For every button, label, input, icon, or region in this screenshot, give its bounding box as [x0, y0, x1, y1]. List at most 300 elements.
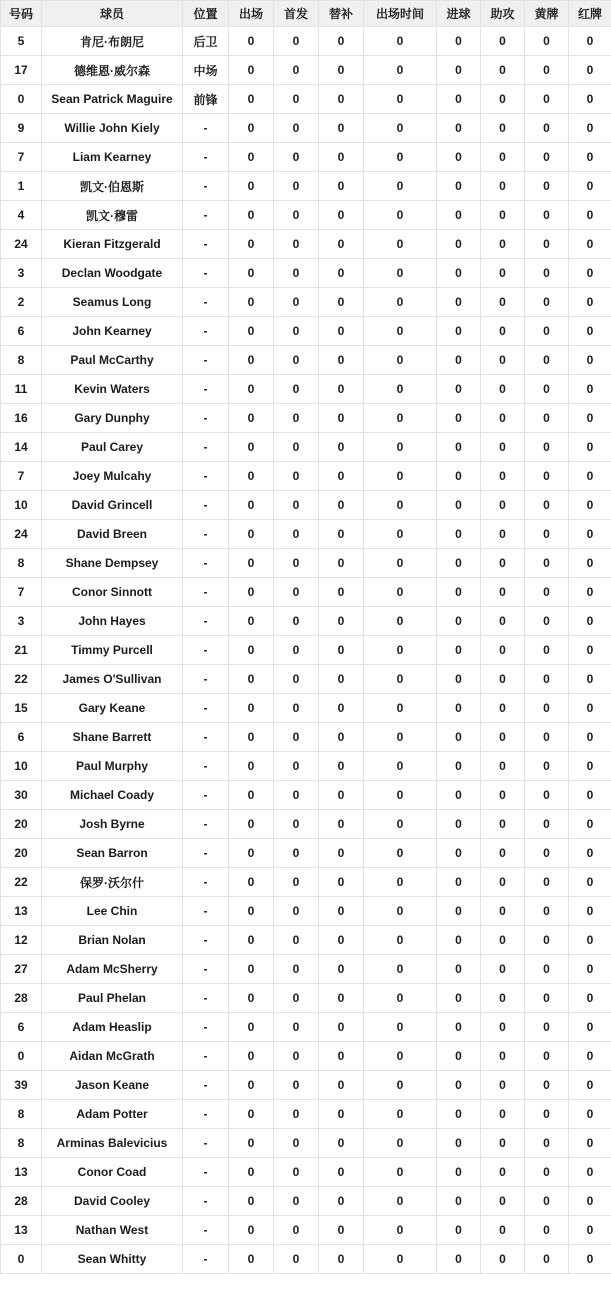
stat-cell-minutes: 0: [364, 897, 437, 926]
player-name-cell: Michael Coady: [42, 781, 183, 810]
stat-cell-yellow-cards: 0: [525, 56, 569, 85]
stat-cell-minutes: 0: [364, 1129, 437, 1158]
player-name-cell: Sean Whitty: [42, 1245, 183, 1274]
stat-cell-assists: 0: [481, 375, 525, 404]
stat-cell-substitute: 0: [319, 549, 364, 578]
player-number-cell: 13: [1, 1216, 42, 1245]
stat-cell-substitute: 0: [319, 1158, 364, 1187]
stat-cell-yellow-cards: 0: [525, 607, 569, 636]
player-name-cell: Josh Byrne: [42, 810, 183, 839]
stat-cell-starts: 0: [274, 491, 319, 520]
player-position-cell: -: [183, 520, 229, 549]
stat-cell-red-cards: 0: [569, 375, 611, 404]
player-position-cell: 后卫: [183, 27, 229, 56]
player-number-cell: 11: [1, 375, 42, 404]
stat-cell-substitute: 0: [319, 665, 364, 694]
stat-cell-yellow-cards: 0: [525, 984, 569, 1013]
table-row: [1, 810, 611, 839]
table-row: [1, 201, 611, 230]
stat-cell-goals: 0: [437, 665, 481, 694]
stat-cell-minutes: 0: [364, 317, 437, 346]
stat-cell-red-cards: 0: [569, 56, 611, 85]
player-position-cell: -: [183, 1187, 229, 1216]
stat-cell-starts: 0: [274, 230, 319, 259]
stat-cell-goals: 0: [437, 230, 481, 259]
stat-cell-assists: 0: [481, 1245, 525, 1274]
stat-cell-assists: 0: [481, 810, 525, 839]
player-position-cell: -: [183, 230, 229, 259]
stat-cell-minutes: 0: [364, 143, 437, 172]
stat-cell-goals: 0: [437, 317, 481, 346]
stat-cell-yellow-cards: 0: [525, 926, 569, 955]
table-row: [1, 259, 611, 288]
table-row: [1, 114, 611, 143]
player-name-cell: 德维恩·威尔森: [42, 56, 183, 85]
stat-cell-minutes: 0: [364, 1100, 437, 1129]
player-number-cell: 6: [1, 317, 42, 346]
stat-cell-assists: 0: [481, 955, 525, 984]
stat-cell-red-cards: 0: [569, 1216, 611, 1245]
player-number-cell: 7: [1, 462, 42, 491]
player-number-cell: 13: [1, 1158, 42, 1187]
player-name-cell: Sean Patrick Maguire: [42, 85, 183, 114]
player-number-cell: 9: [1, 114, 42, 143]
player-position-cell: -: [183, 114, 229, 143]
player-number-cell: 4: [1, 201, 42, 230]
player-position-cell: -: [183, 1042, 229, 1071]
player-name-cell: Shane Barrett: [42, 723, 183, 752]
stat-cell-minutes: 0: [364, 636, 437, 665]
player-name-cell: Timmy Purcell: [42, 636, 183, 665]
stat-cell-goals: 0: [437, 781, 481, 810]
player-number-cell: 2: [1, 288, 42, 317]
stat-cell-yellow-cards: 0: [525, 404, 569, 433]
stat-cell-substitute: 0: [319, 868, 364, 897]
stat-cell-starts: 0: [274, 810, 319, 839]
stat-cell-yellow-cards: 0: [525, 810, 569, 839]
stat-cell-red-cards: 0: [569, 1013, 611, 1042]
stat-cell-minutes: 0: [364, 172, 437, 201]
stat-cell-starts: 0: [274, 520, 319, 549]
table-row: [1, 375, 611, 404]
table-row: [1, 288, 611, 317]
stat-cell-assists: 0: [481, 1158, 525, 1187]
stat-cell-substitute: 0: [319, 1129, 364, 1158]
stat-cell-goals: 0: [437, 114, 481, 143]
stat-cell-appearances: 0: [229, 694, 274, 723]
stat-cell-starts: 0: [274, 723, 319, 752]
stat-cell-starts: 0: [274, 694, 319, 723]
player-position-cell: -: [183, 897, 229, 926]
table-row: [1, 1071, 611, 1100]
stat-cell-goals: 0: [437, 1245, 481, 1274]
stat-cell-starts: 0: [274, 1245, 319, 1274]
stat-cell-goals: 0: [437, 172, 481, 201]
player-name-cell: Aidan McGrath: [42, 1042, 183, 1071]
stat-cell-starts: 0: [274, 984, 319, 1013]
stat-cell-red-cards: 0: [569, 172, 611, 201]
stat-cell-yellow-cards: 0: [525, 694, 569, 723]
stat-cell-starts: 0: [274, 752, 319, 781]
stat-cell-goals: 0: [437, 56, 481, 85]
stat-cell-red-cards: 0: [569, 317, 611, 346]
player-number-cell: 8: [1, 1100, 42, 1129]
stat-cell-substitute: 0: [319, 143, 364, 172]
stat-cell-substitute: 0: [319, 288, 364, 317]
stat-cell-assists: 0: [481, 288, 525, 317]
stat-cell-starts: 0: [274, 375, 319, 404]
stat-cell-assists: 0: [481, 1129, 525, 1158]
stat-cell-red-cards: 0: [569, 27, 611, 56]
stat-cell-starts: 0: [274, 172, 319, 201]
stat-cell-red-cards: 0: [569, 781, 611, 810]
stat-cell-yellow-cards: 0: [525, 346, 569, 375]
stat-cell-appearances: 0: [229, 984, 274, 1013]
stat-cell-red-cards: 0: [569, 520, 611, 549]
stat-cell-yellow-cards: 0: [525, 27, 569, 56]
column-header-position: 位置: [183, 1, 229, 27]
player-name-cell: Jason Keane: [42, 1071, 183, 1100]
table-row: [1, 1245, 611, 1274]
player-name-cell: Lee Chin: [42, 897, 183, 926]
stat-cell-red-cards: 0: [569, 143, 611, 172]
player-number-cell: 3: [1, 607, 42, 636]
player-number-cell: 3: [1, 259, 42, 288]
stat-cell-appearances: 0: [229, 1216, 274, 1245]
table-row: [1, 752, 611, 781]
player-position-cell: -: [183, 1216, 229, 1245]
player-number-cell: 22: [1, 868, 42, 897]
stat-cell-red-cards: 0: [569, 346, 611, 375]
player-name-cell: Nathan West: [42, 1216, 183, 1245]
stat-cell-starts: 0: [274, 143, 319, 172]
stat-cell-assists: 0: [481, 462, 525, 491]
stat-cell-appearances: 0: [229, 752, 274, 781]
stat-cell-yellow-cards: 0: [525, 462, 569, 491]
stat-cell-minutes: 0: [364, 839, 437, 868]
table-row: [1, 1216, 611, 1245]
stat-cell-goals: 0: [437, 346, 481, 375]
stat-cell-red-cards: 0: [569, 955, 611, 984]
stat-cell-substitute: 0: [319, 897, 364, 926]
player-position-cell: -: [183, 288, 229, 317]
stat-cell-appearances: 0: [229, 665, 274, 694]
stat-cell-assists: 0: [481, 1042, 525, 1071]
stat-cell-yellow-cards: 0: [525, 1129, 569, 1158]
stat-cell-goals: 0: [437, 259, 481, 288]
player-name-cell: Paul Murphy: [42, 752, 183, 781]
stat-cell-starts: 0: [274, 926, 319, 955]
stat-cell-yellow-cards: 0: [525, 636, 569, 665]
stat-cell-minutes: 0: [364, 433, 437, 462]
player-number-cell: 7: [1, 143, 42, 172]
player-name-cell: David Grincell: [42, 491, 183, 520]
player-position-cell: -: [183, 1071, 229, 1100]
table-row: [1, 897, 611, 926]
stat-cell-appearances: 0: [229, 1071, 274, 1100]
stat-cell-starts: 0: [274, 56, 319, 85]
stat-cell-minutes: 0: [364, 259, 437, 288]
player-number-cell: 1: [1, 172, 42, 201]
stat-cell-substitute: 0: [319, 636, 364, 665]
player-number-cell: 28: [1, 1187, 42, 1216]
player-name-cell: 肯尼·布朗尼: [42, 27, 183, 56]
stat-cell-assists: 0: [481, 1216, 525, 1245]
player-name-cell: Gary Keane: [42, 694, 183, 723]
stat-cell-minutes: 0: [364, 520, 437, 549]
stat-cell-assists: 0: [481, 752, 525, 781]
table-row: [1, 549, 611, 578]
stat-cell-assists: 0: [481, 201, 525, 230]
player-number-cell: 6: [1, 723, 42, 752]
stat-cell-red-cards: 0: [569, 984, 611, 1013]
column-header-substitute: 替补: [319, 1, 364, 27]
stat-cell-minutes: 0: [364, 607, 437, 636]
player-position-cell: 中场: [183, 56, 229, 85]
table-row: [1, 85, 611, 114]
stat-cell-substitute: 0: [319, 259, 364, 288]
player-position-cell: -: [183, 578, 229, 607]
player-number-cell: 12: [1, 926, 42, 955]
stat-cell-minutes: 0: [364, 578, 437, 607]
stat-cell-starts: 0: [274, 955, 319, 984]
stat-cell-minutes: 0: [364, 85, 437, 114]
stat-cell-appearances: 0: [229, 868, 274, 897]
player-position-cell: -: [183, 549, 229, 578]
stat-cell-red-cards: 0: [569, 230, 611, 259]
player-name-cell: James O'Sullivan: [42, 665, 183, 694]
player-position-cell: -: [183, 723, 229, 752]
stat-cell-starts: 0: [274, 27, 319, 56]
stat-cell-substitute: 0: [319, 752, 364, 781]
player-name-cell: Gary Dunphy: [42, 404, 183, 433]
stat-cell-appearances: 0: [229, 404, 274, 433]
stat-cell-starts: 0: [274, 201, 319, 230]
stat-cell-starts: 0: [274, 1158, 319, 1187]
stat-cell-minutes: 0: [364, 1013, 437, 1042]
stat-cell-starts: 0: [274, 1129, 319, 1158]
stat-cell-assists: 0: [481, 897, 525, 926]
stat-cell-assists: 0: [481, 607, 525, 636]
table-row: [1, 839, 611, 868]
stat-cell-starts: 0: [274, 346, 319, 375]
player-name-cell: 凯文·伯恩斯: [42, 172, 183, 201]
stat-cell-starts: 0: [274, 665, 319, 694]
stat-cell-substitute: 0: [319, 839, 364, 868]
stat-cell-substitute: 0: [319, 955, 364, 984]
stat-cell-goals: 0: [437, 520, 481, 549]
player-position-cell: -: [183, 404, 229, 433]
player-number-cell: 22: [1, 665, 42, 694]
stat-cell-minutes: 0: [364, 810, 437, 839]
stat-cell-red-cards: 0: [569, 85, 611, 114]
stat-cell-starts: 0: [274, 317, 319, 346]
stat-cell-appearances: 0: [229, 375, 274, 404]
column-header-yellow-cards: 黄牌: [525, 1, 569, 27]
stat-cell-goals: 0: [437, 549, 481, 578]
player-position-cell: -: [183, 1100, 229, 1129]
stat-cell-red-cards: 0: [569, 926, 611, 955]
player-position-cell: -: [183, 665, 229, 694]
stat-cell-red-cards: 0: [569, 433, 611, 462]
stat-cell-starts: 0: [274, 578, 319, 607]
table-row: [1, 723, 611, 752]
stat-cell-yellow-cards: 0: [525, 1187, 569, 1216]
stat-cell-red-cards: 0: [569, 1100, 611, 1129]
stat-cell-yellow-cards: 0: [525, 549, 569, 578]
player-position-cell: -: [183, 433, 229, 462]
player-name-cell: Adam McSherry: [42, 955, 183, 984]
player-name-cell: Paul Carey: [42, 433, 183, 462]
stat-cell-substitute: 0: [319, 172, 364, 201]
stat-cell-minutes: 0: [364, 984, 437, 1013]
column-header-number: 号码: [1, 1, 42, 27]
player-number-cell: 24: [1, 230, 42, 259]
stat-cell-goals: 0: [437, 201, 481, 230]
table-row: [1, 955, 611, 984]
player-position-cell: -: [183, 984, 229, 1013]
stat-cell-goals: 0: [437, 433, 481, 462]
player-name-cell: Willie John Kiely: [42, 114, 183, 143]
stat-cell-appearances: 0: [229, 317, 274, 346]
table-row: [1, 143, 611, 172]
stat-cell-substitute: 0: [319, 1245, 364, 1274]
stat-cell-minutes: 0: [364, 1042, 437, 1071]
stat-cell-minutes: 0: [364, 955, 437, 984]
stat-cell-appearances: 0: [229, 1158, 274, 1187]
player-number-cell: 21: [1, 636, 42, 665]
stat-cell-appearances: 0: [229, 85, 274, 114]
stat-cell-appearances: 0: [229, 462, 274, 491]
stat-cell-substitute: 0: [319, 404, 364, 433]
stat-cell-substitute: 0: [319, 56, 364, 85]
player-number-cell: 8: [1, 549, 42, 578]
stat-cell-red-cards: 0: [569, 723, 611, 752]
stat-cell-minutes: 0: [364, 201, 437, 230]
player-name-cell: Arminas Balevicius: [42, 1129, 183, 1158]
stat-cell-yellow-cards: 0: [525, 520, 569, 549]
player-name-cell: Conor Coad: [42, 1158, 183, 1187]
player-position-cell: -: [183, 1158, 229, 1187]
column-header-assists: 助攻: [481, 1, 525, 27]
stat-cell-appearances: 0: [229, 1100, 274, 1129]
player-position-cell: -: [183, 201, 229, 230]
stat-cell-substitute: 0: [319, 346, 364, 375]
stat-cell-yellow-cards: 0: [525, 143, 569, 172]
stat-cell-goals: 0: [437, 723, 481, 752]
stat-cell-red-cards: 0: [569, 897, 611, 926]
player-name-cell: 保罗·沃尔什: [42, 868, 183, 897]
stat-cell-yellow-cards: 0: [525, 578, 569, 607]
stat-cell-goals: 0: [437, 636, 481, 665]
player-name-cell: Shane Dempsey: [42, 549, 183, 578]
stat-cell-substitute: 0: [319, 607, 364, 636]
stat-cell-yellow-cards: 0: [525, 1158, 569, 1187]
stat-cell-goals: 0: [437, 694, 481, 723]
stat-cell-assists: 0: [481, 723, 525, 752]
player-position-cell: -: [183, 781, 229, 810]
stat-cell-substitute: 0: [319, 201, 364, 230]
stat-cell-appearances: 0: [229, 491, 274, 520]
stat-cell-assists: 0: [481, 230, 525, 259]
stat-cell-minutes: 0: [364, 1216, 437, 1245]
stat-cell-yellow-cards: 0: [525, 317, 569, 346]
table-header: [1, 1, 611, 27]
column-header-player: 球员: [42, 1, 183, 27]
stat-cell-appearances: 0: [229, 259, 274, 288]
stat-cell-assists: 0: [481, 1100, 525, 1129]
player-number-cell: 5: [1, 27, 42, 56]
stat-cell-assists: 0: [481, 520, 525, 549]
stat-cell-appearances: 0: [229, 1245, 274, 1274]
stat-cell-yellow-cards: 0: [525, 114, 569, 143]
stat-cell-appearances: 0: [229, 172, 274, 201]
stat-cell-appearances: 0: [229, 578, 274, 607]
stat-cell-red-cards: 0: [569, 114, 611, 143]
stat-cell-assists: 0: [481, 694, 525, 723]
table-row: [1, 491, 611, 520]
player-number-cell: 0: [1, 1042, 42, 1071]
stat-cell-substitute: 0: [319, 1216, 364, 1245]
stat-cell-minutes: 0: [364, 868, 437, 897]
stat-cell-substitute: 0: [319, 1071, 364, 1100]
stat-cell-assists: 0: [481, 259, 525, 288]
column-header-red-cards: 红牌: [569, 1, 611, 27]
stat-cell-appearances: 0: [229, 27, 274, 56]
stat-cell-substitute: 0: [319, 1100, 364, 1129]
player-position-cell: -: [183, 752, 229, 781]
player-name-cell: Liam Kearney: [42, 143, 183, 172]
stat-cell-goals: 0: [437, 868, 481, 897]
stat-cell-appearances: 0: [229, 346, 274, 375]
stat-cell-goals: 0: [437, 491, 481, 520]
stat-cell-substitute: 0: [319, 375, 364, 404]
stat-cell-appearances: 0: [229, 230, 274, 259]
column-header-starts: 首发: [274, 1, 319, 27]
player-name-cell: Adam Potter: [42, 1100, 183, 1129]
stat-cell-substitute: 0: [319, 926, 364, 955]
stat-cell-appearances: 0: [229, 839, 274, 868]
stat-cell-starts: 0: [274, 85, 319, 114]
stat-cell-assists: 0: [481, 926, 525, 955]
stat-cell-minutes: 0: [364, 781, 437, 810]
stat-cell-yellow-cards: 0: [525, 752, 569, 781]
stat-cell-substitute: 0: [319, 114, 364, 143]
player-number-cell: 13: [1, 897, 42, 926]
stat-cell-starts: 0: [274, 839, 319, 868]
stat-cell-minutes: 0: [364, 346, 437, 375]
player-number-cell: 39: [1, 1071, 42, 1100]
player-name-cell: David Breen: [42, 520, 183, 549]
stat-cell-red-cards: 0: [569, 868, 611, 897]
stat-cell-starts: 0: [274, 636, 319, 665]
stat-cell-appearances: 0: [229, 955, 274, 984]
stat-cell-minutes: 0: [364, 288, 437, 317]
stat-cell-red-cards: 0: [569, 578, 611, 607]
stat-cell-yellow-cards: 0: [525, 230, 569, 259]
table-row: [1, 56, 611, 85]
stat-cell-goals: 0: [437, 1216, 481, 1245]
stat-cell-yellow-cards: 0: [525, 1042, 569, 1071]
player-position-cell: -: [183, 1013, 229, 1042]
stat-cell-appearances: 0: [229, 56, 274, 85]
stat-cell-goals: 0: [437, 926, 481, 955]
stat-cell-goals: 0: [437, 607, 481, 636]
stat-cell-red-cards: 0: [569, 665, 611, 694]
stat-cell-substitute: 0: [319, 984, 364, 1013]
player-position-cell: -: [183, 491, 229, 520]
stat-cell-yellow-cards: 0: [525, 259, 569, 288]
